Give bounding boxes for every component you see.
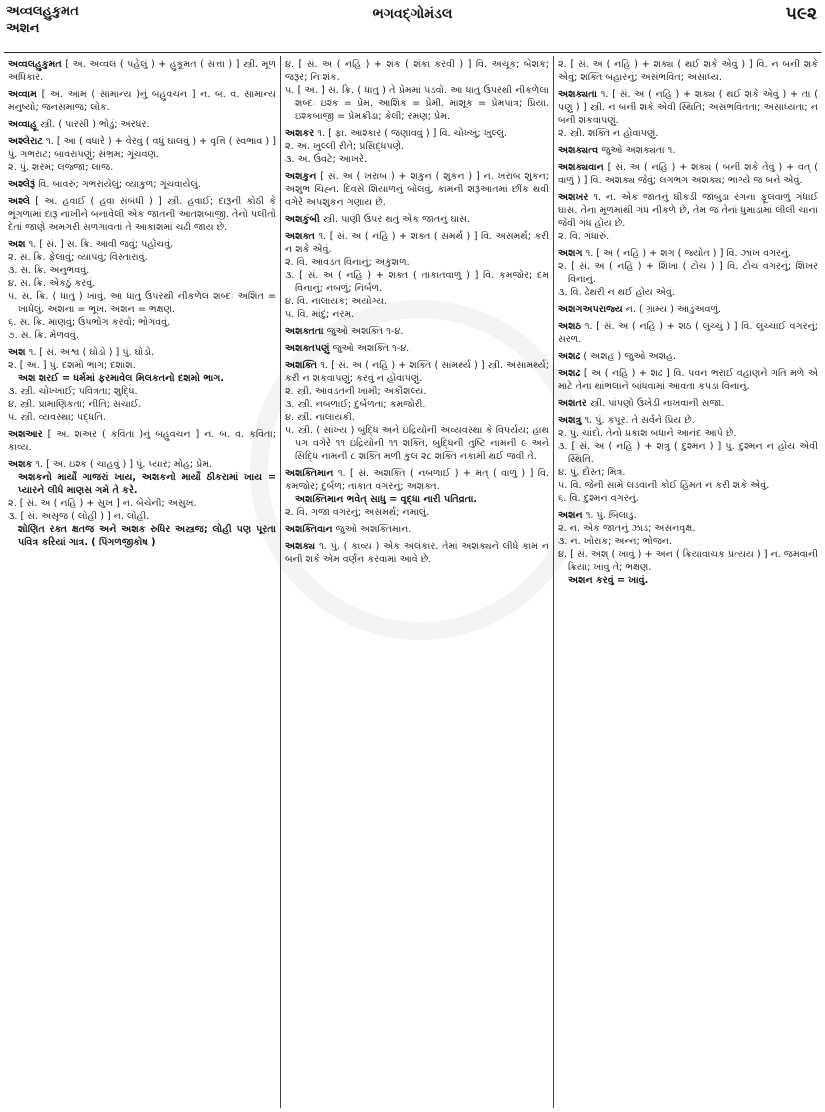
entry-definition: સ્ત્રી. ( પારસી ) ભોડું; અરધર. — [40, 119, 150, 130]
guide-word-first: અવ્વલહુકુમત — [6, 4, 79, 19]
entry-definition: સ્ત્રી. પાણી ઉપર થતું એક જાતનું ઘાસ. — [322, 214, 470, 225]
entry-sense: ૩. ન. ખોરાક; અન્ન; ભોજન. — [558, 536, 673, 547]
dictionary-entry — [8, 346, 276, 424]
entry-definition: [ અ ( નહિ ) + શઢ ] વિ. પવન ભરાઈ વહાણને ગતિ મળે એ માટે તેના થાંભલાને બાંધવામાં આવતા કપડા વિનાનું. — [558, 368, 818, 392]
page-number: ૫૯૨ — [785, 4, 817, 24]
entry-definition: [ અ. અવ્વલ ( પહેલું ) + હુકૂમત ( સત્તા ) ] સ્ત્રી. મૂળ અધિકાર. — [8, 59, 276, 83]
entry-headword: અશક્તિમાન — [285, 468, 334, 479]
entry-sense: ૫. વિ. માંદું; નરમ. — [285, 309, 355, 320]
dictionary-entry — [285, 523, 549, 536]
entry-definition: ( અશહ ) જુઓ અશહ. — [583, 351, 677, 362]
entry-definition: ૧. [ સં. અ ( નહિ ) + શક્ય ( થઈ શકે એવું ) + તા ( પણું ) ] સ્ત્રી. ન બની શકે એવી સ્થિતિ; અસંભવિતતા; અસાધ્યતા; ન બની શકવાપણું. — [558, 89, 818, 126]
entry-headword: અશક્તિ — [285, 360, 318, 371]
entry-definition: ૧. [ અ ( નહિ ) + શગ ( જ્યોત ) ] વિ. ઝાંખ વગરનું. — [585, 248, 792, 259]
entry-headword: અવ્વલહુકુમત — [8, 59, 62, 70]
entry-definition: સ્ત્રી. પાંપણો ઉખેડી નાખવાની સજા. — [589, 398, 725, 409]
entry-sense: ૨. અ. ખુલ્લી રીતે; પ્રસિદ્ધપણે. — [285, 141, 405, 152]
dictionary-entry — [8, 428, 276, 454]
entry-definition: ૧. [ અ. ઇશ્ક ( ચાહવું ) ] પું. પ્યાર; મોહ; પ્રેમ. — [35, 459, 213, 470]
entry-headword: અશક્તિવાન — [285, 524, 333, 535]
dictionary-entry — [558, 414, 818, 505]
dictionary-columns — [4, 56, 821, 1108]
entry-headword: અશ્લે — [8, 196, 31, 207]
entry-headword: અશ — [8, 347, 26, 358]
entry-headword: અશગ — [558, 248, 583, 259]
entry-sense: ૩. [ સં. અસૃજ ( લોહી ) ] ન. લોહી. — [8, 511, 150, 522]
dictionary-entry — [285, 170, 549, 209]
entry-sense: ૫. વિ. જેની સામે લડવાની કોઈ હિંમત ન કરી શકે એવું. — [558, 480, 770, 491]
entry-headword: અશક્તતા — [285, 326, 324, 337]
dictionary-entry — [285, 342, 549, 355]
entry-headword: અશન — [558, 510, 583, 521]
entry-headword: અશકુંબી — [285, 214, 320, 225]
dictionary-entry — [558, 350, 818, 363]
entry-sense: ૩. અ. ઉંવટે; આખરે. — [285, 154, 367, 165]
entry-example: અશન કરવું = ખાવું. — [568, 575, 649, 586]
entry-definition: ન. ( ગ્રામ્ય ) આડુંઅવળું. — [625, 304, 722, 315]
entry-headword: અશકુન — [285, 171, 317, 182]
entry-definition: ૪. [ સં. અ ( નહિ ) + શંક ( શંકા કરવી ) ] વિ. અચૂક; બેશક; જરૂર; નિઃશંક. — [285, 59, 549, 83]
entry-sense: ૨. [ સં. અ ( નહિ ) + શિખા ( ટોચ ) ] વિ. ટોચ વગરનું; શિખર વિનાનું. — [558, 261, 818, 285]
column-2 — [281, 56, 553, 1108]
entry-sense: ૬. વિ. દુશ્મન વગરનું. — [558, 493, 639, 504]
entry-headword: અશક — [8, 459, 33, 470]
dictionary-entry — [558, 509, 818, 587]
entry-example: અશકનો માર્યો ગાજરાં ખાય, અશકનો માર્યો ઠીકરામાં ખાય = પ્યારને લીધે માણસ ગમે તે કરે. — [18, 472, 276, 496]
dictionary-entry — [558, 161, 818, 187]
entry-example: શોણિત રક્ત ક્ષતજ અને અશક રુધિર અસ્ત્રજ; લોહી પણ પૂરતા પવિત્ર કરિયાં ગાત્ર. ( પિંગળજીકોષ ) — [18, 524, 276, 548]
dictionary-entry — [285, 467, 549, 519]
entry-definition: ૧. [ સં. ] સ. ક્રિ. આવી જવું; પહોંચવું. — [28, 239, 174, 250]
entry-sense: ૨. [ સં. અ ( નહિ ) + સુખ ] ન. બેચેની; અસુખ. — [8, 498, 197, 509]
dictionary-entry — [558, 303, 818, 316]
dictionary-entry — [558, 247, 818, 299]
entry-headword: અશક્તપણું — [285, 343, 330, 354]
entry-headword: અશ્લેરાટ — [8, 136, 43, 147]
entry-definition: [ સં. અ ( નહિ ) + શક્ય ( બની શકે તેવું ) + વત્ ( વાળું ) ] વિ. અશક્ય જેવું; લગભગ અશક્ય; ભાગ્યે જ બને એવું. — [558, 162, 818, 186]
dictionary-entry — [8, 58, 276, 84]
entry-sense: ૨. સ. ક્રિ. ફેલાવું; વ્યાપવું; વિસ્તારાવું. — [8, 252, 148, 263]
entry-definition: [ અ. હવાઈ ( હવા સંબંધી ) ] સ્ત્રી. હવાઈ; દારૂની કોઠી કે ભૂંગળામાં દારૂ નાખીને બનાવેલી એક જાતની આતશબાજી. તેનો પલીતો દેતાં જાણે અમગરી સળગાવતાં તે આકાશમાં ચઢી જાય છે. — [8, 196, 276, 233]
entry-sense: ૪. પું. દોસ્ત; મિત્ર. — [558, 467, 626, 478]
dictionary-entry — [558, 367, 818, 393]
dictionary-entry — [285, 127, 549, 166]
entry-sense: ૭. સ. ક્રિ. મેળવવું. — [8, 330, 79, 341]
entry-sense: ૨. પું. શરમ; લજ્જા; લાજ. — [8, 162, 114, 173]
entry-headword: અવ્વાહૂ — [8, 119, 37, 130]
entry-headword: અશગઅપરાજ્ય — [558, 304, 623, 315]
dictionary-entry — [285, 540, 549, 566]
dictionary-entry — [285, 58, 549, 123]
entry-headword: અશ્લેરૂં — [8, 179, 36, 190]
entry-sense: ૪. [ સં. અશ્ ( ખાવું ) + અન ( ક્રિયાવાચક પ્રત્યય ) ] ન. જમવાની ક્રિયા; ખાવું તે; ભક્ષણ. — [558, 549, 818, 573]
entry-definition: [ અ. શઅર ( કવિતા )નું બહુવચન ] ન. બ. વ. કવિતા; કાવ્ય. — [8, 429, 276, 453]
entry-sense: ૪. સ્ત્રી. પ્રામાણિકતા; નીતિ; સચાઈ. — [8, 399, 142, 410]
entry-definition: ૧. પું. કપૂર. તે સર્વને પ્રિય છે. — [584, 415, 695, 426]
entry-headword: અશઆર — [8, 429, 43, 440]
dictionary-entry — [558, 320, 818, 346]
entry-sense: ૨. વિ. ગજા વગરનું; અસમર્થ; નમાલું. — [285, 507, 430, 518]
entry-sense: ૩. [ સં. અ ( નહિ ) + શત્રુ ( દુશ્મન ) ] પું. દુશ્મન ન હોય એવી સ્થિતિ. — [558, 441, 818, 465]
entry-definition: ૧. પું. ( કાવ્ય ) એક અલંકાર. તેમાં અશક્યને લીધે કામ ન બની શકે એમ વર્ણન કરવામાં આવે છે. — [285, 541, 549, 565]
entry-headword: અશક્ત — [285, 231, 315, 242]
entry-sense: ૫. સ્ત્રી. ( સાંખ્ય ) બુદ્ધિ અને ઇંદ્રિયોની અવ્યવસ્થા કે વિપર્યય; હાથ પગ વગેરે ૧૧ ઇંદ્રિયોની ૧૧ શક્તિ, બુદ્ધિની તુષ્ટિ નામની ૯ અને સિદ્ધિ નામની ૮ શક્તિ મળી કુલ ૨૮ શક્તિ નકામી થઈ જવી તે. — [285, 425, 549, 462]
dictionary-entry — [558, 191, 818, 243]
entry-definition: [ સં. અ ( ખરાબ ) + શકુન ( શુકન ) ] ન. ખરાબ શુકન; અશુભ ચિહ્ન. દિવસે શિયાળનું બોલવું, કામની શરૂઆતમાં છીંક થવી વગેરે અપશુકન ગણાય છે. — [285, 171, 549, 208]
dictionary-entry — [558, 58, 818, 84]
entry-definition: જુઓ અશક્તિમાન. — [335, 524, 412, 535]
entry-sense: ૨. વિ. ગંધારું. — [558, 231, 610, 242]
dictionary-entry — [8, 88, 276, 114]
dictionary-entry — [8, 238, 276, 342]
entry-headword: અશકર — [285, 128, 315, 139]
entry-headword: અશક્યવાન — [558, 162, 604, 173]
header-rule — [4, 52, 821, 53]
entry-headword: અશક્ય — [285, 541, 316, 552]
entry-definition: ૧. ન. એક જાતનું ઘીકડી જાંબુડા રંગના ફૂલવાળું ગંધાઈ ઘાસ. તેના મૂળમાંથી ગંધ નીકળે છે, તેમ જ તેનાં ધુમાડામાં લીલી ચાના જેવી ગંધ હોય છે. — [558, 192, 818, 229]
entry-sense: ૩. [ સં. અ ( નહિ ) + શક્ત ( તાકાતવાળું ) ] વિ. કમજોર; દમ વિનાનું; નબળું; નિર્બળ. — [285, 270, 549, 294]
entry-sense: ૩. સ. ક્રિ. અનુભવવું. — [8, 265, 90, 276]
entry-sense: ૨. [ અ. ] પું. દશમો ભાગ; દશાંશ. — [8, 360, 136, 371]
dictionary-entry — [285, 230, 549, 321]
entry-sense: ૨. ન. એક જાતનું ઝાડ; અસનવૃક્ષ. — [558, 523, 696, 534]
dictionary-entry — [8, 178, 276, 191]
entry-headword: અશઢ — [558, 368, 581, 379]
column-3 — [554, 56, 822, 1108]
entry-sense: ૫. [ અ. ] સ. ક્રિ. ( ધાતુ ) તે પ્રેમમાં પડવો. આ ધાતુ ઉપરથી નીકળેલા શબ્દઃ ઇશ્ક = પ્રેમ. આશિક = પ્રેમી. માશૂક = પ્રેમપાત્ર; પ્રિયા. ઇશ્કબાજી = પ્રેમક્રીડા; કેલી; રમણ; પ્રેમ. — [285, 85, 549, 122]
entry-sense: ૨. વિ. આવડત વિનાનું; અકુશળ. — [285, 257, 410, 268]
entry-definition: ૧. [ સં. અ ( નહિ ) + શક્તિ ( સામર્થ્ય ) ] સ્ત્રી. અસામર્થ્ય; કરી ન શકવાપણું; કરવું ન હોવાપણું. — [285, 360, 549, 384]
entry-headword: અવ્વામ — [8, 89, 37, 100]
guide-words — [6, 3, 79, 37]
entry-headword: અશખર — [558, 192, 589, 203]
entry-definition: ૧. [ સં. અશક્તિ ( નબળાઈ ) + મત્ ( વાળું ) ] વિ. કમજોર; દુર્બળ; તાકાત વગરનું; અશક્ત. — [285, 468, 549, 492]
entry-definition: જુઓ અશક્યતા ૧. — [601, 145, 676, 156]
entry-headword: અશઢ — [558, 351, 581, 362]
dictionary-entry — [285, 359, 549, 463]
entry-headword: અશક્યતા — [558, 89, 597, 100]
entry-sense: ૩. સ્ત્રી. નબળાઈ; દુર્બળતા; કમજોરી. — [285, 399, 426, 410]
entry-sense: ૨. સ્ત્રી. શક્તિ ન હોવાપણું. — [558, 128, 659, 139]
entry-sense: ૫. સ. ક્રિ. ( ધાતુ ) ખાવું. આ ધાતુ ઉપરથી નીકળેલ શબ્દઃ અશિત = ખાધેલું. અશના = ભૂખ. અશન = ભક્ષણ. — [8, 291, 276, 315]
entry-example: અશક્તિમાન ભવેત્ સાધુ = વૃદ્ધા નારી પતિવ્રતા. — [295, 494, 478, 505]
entry-definition: ૨. [ સં. અ ( નહિ ) + શક્ય ( થઈ શકે એવું ) ] વિ. ન બની શકે એવું; શક્તિ બહારનું; અસંભવિત; અસાધ્ય. — [558, 59, 818, 83]
entry-sense: ૪. સ્ત્રી. નાલાયકી. — [285, 412, 355, 423]
entry-definition: ૧. [ સં. અશ્વ ( ઘોડો ) ] પું. ઘોડો. — [28, 347, 155, 358]
dictionary-entry — [558, 88, 818, 140]
entry-definition: [ અ. આમ ( સામાન્ય )નું બહુવચન ] ન. બ. વ. સામાન્ય મનુષ્યો; જનસમાજ; લોક. — [8, 89, 276, 113]
entry-headword: અશઠ — [558, 321, 582, 332]
page-header — [0, 0, 825, 52]
dictionary-entry — [8, 118, 276, 131]
entry-definition: જુઓ અશક્તિ ૧-૪. — [332, 343, 410, 354]
dictionary-entry — [285, 213, 549, 226]
entry-sense: ૩. વિ. ઢેથરી ન થઈ હોય એવું. — [558, 287, 675, 298]
entry-sense: ૨. સ્ત્રી. આવડતની ખામી; અકૌશલ્ય. — [285, 386, 427, 397]
entry-sense: ૬. સ. ક્રિ. માણવું; ઉપભોગ કરવો; ભોગવવું. — [8, 317, 171, 328]
entry-definition: ૧. [ આ ( વધારે ) + વેરવું ( વધું ઘાલવું ) + વૃત્તિ ( સ્વભાવ ) ] પું. ગભરાટ; બાવરાપણું; સંભ્રમ; ગૂંચવણ. — [8, 136, 276, 160]
entry-definition: વિ. બાવરું; ગભરાયેલું; વ્યાકુળ; ગૂંચવાયેલું. — [38, 179, 201, 190]
column-1 — [4, 56, 280, 1108]
entry-sense: ૫. સ્ત્રી. વ્યવસ્થા; પદ્ધતિ. — [8, 412, 106, 423]
dictionary-entry — [8, 458, 276, 549]
book-title: ભગવદ્ગોમંડલ — [372, 6, 453, 22]
entry-definition: ૧. [ સં. અ ( નહિ ) + શક્ત ( સમર્થ ) ] વિ. અસમર્થ; કરી ન શકે એવું. — [285, 231, 549, 255]
entry-headword: અશક્યત્વ — [558, 145, 599, 156]
dictionary-entry — [285, 325, 549, 338]
entry-headword: અશતર — [558, 398, 587, 409]
entry-headword: અશત્રુ — [558, 415, 582, 426]
entry-definition: ૧. [ ફા. આશ્કાર ( જણાવવું ) ] વિ. ચોખ્ખું; ખુલ્લું. — [317, 128, 507, 139]
guide-word-last: અશન — [6, 21, 40, 36]
entry-sense: ૨. પું. ચાંદો. તેનો પ્રકાશ બધાને આનંદ આપે છે. — [558, 428, 737, 439]
entry-headword: અશ — [8, 239, 26, 250]
entry-sense: ૪. સ. ક્રિ. એકઠું કરવું. — [8, 278, 96, 289]
entry-definition: જુઓ અશક્તિ ૧-૪. — [326, 326, 404, 337]
entry-sense: ૪. વિ. નાલાયક; અયોગ્ય. — [285, 296, 388, 307]
entry-definition: ૧. [ સં. અ ( નહિ ) + શઠ ( લુચ્ચું ) ] વિ. લુચ્ચાઈ વગરનું; સરળ. — [558, 321, 818, 345]
dictionary-entry — [558, 144, 818, 157]
entry-sense: ૩. સ્ત્રી. ચોખ્ખાઈ; પવિત્રતા; શુદ્ધિ. — [8, 386, 138, 397]
dictionary-entry — [8, 195, 276, 234]
entry-definition: ૧. પું. બિલાડું. — [585, 510, 637, 521]
dictionary-entry — [558, 397, 818, 410]
entry-example: અશ શરઈ = ધર્મમાં ફરમાવેલ મિલકતનો દશમો ભાગ. — [18, 373, 224, 384]
dictionary-entry — [8, 135, 276, 174]
